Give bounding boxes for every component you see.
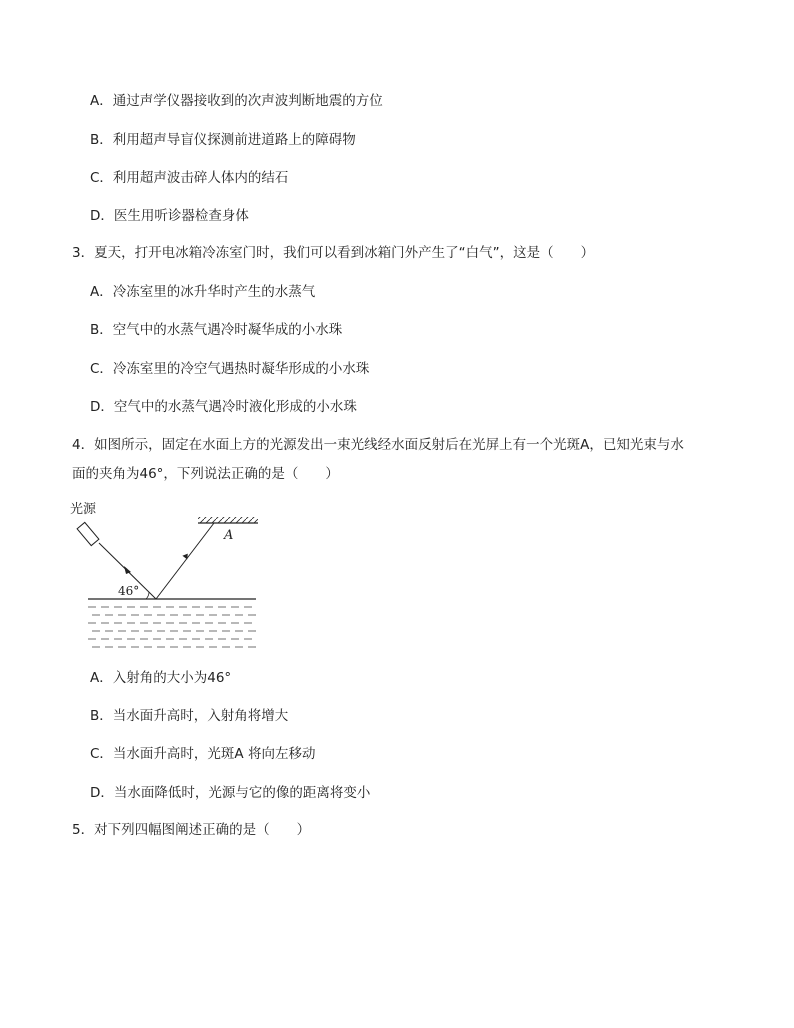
q3-option-d: D．空气中的水蒸气遇冷时液化形成的小水珠 bbox=[90, 399, 357, 415]
q4-stem-line1: 4．如图所示，固定在水面上方的光源发出一束光线经水面反射后在光屏上有一个光斑A，已知光束与水 bbox=[72, 437, 684, 453]
spot-label: A bbox=[224, 528, 234, 543]
angle-arc bbox=[146, 592, 149, 599]
q4-option-c: C．当水面升高时，光斑A 将向左移动 bbox=[90, 746, 316, 762]
q2-option-d: D．医生用听诊器检查身体 bbox=[90, 208, 249, 224]
q2-option-b: B．利用超声导盲仪探测前进道路上的障碍物 bbox=[90, 132, 356, 148]
q4-option-a: A．入射角的大小为46° bbox=[90, 670, 232, 686]
q4-option-b: B．当水面升高时，入射角将增大 bbox=[90, 708, 289, 724]
q4-stem-line2: 面的夹角为46°，下列说法正确的是（ ） bbox=[72, 466, 339, 482]
reflected-ray bbox=[156, 523, 214, 599]
q3-option-a: A．冷冻室里的冰升华时产生的水蒸气 bbox=[90, 284, 316, 300]
light-screen-hatch bbox=[198, 517, 258, 523]
q3-stem: 3．夏天，打开电冰箱冷冻室门时，我们可以看到冰箱门外产生了“白气”，这是（ ） bbox=[72, 245, 595, 261]
light-source-label: 光源 bbox=[70, 502, 97, 517]
angle-label: 46° bbox=[118, 584, 140, 598]
q2-option-a: A．通过声学仪器接收到的次声波判断地震的方位 bbox=[90, 93, 383, 109]
q3-option-c: C．冷冻室里的冷空气遇热时凝华形成的小水珠 bbox=[90, 361, 370, 377]
light-source-icon bbox=[77, 522, 99, 545]
water-body bbox=[88, 607, 256, 647]
q5-stem: 5．对下列四幅图阐述正确的是（ ） bbox=[72, 822, 311, 838]
q4-option-d: D．当水面降低时，光源与它的像的距离将变小 bbox=[90, 785, 371, 801]
q3-option-b: B．空气中的水蒸气遇冷时凝华成的小水珠 bbox=[90, 322, 343, 338]
q2-option-c: C．利用超声波击碎人体内的结石 bbox=[90, 170, 289, 186]
reflection-diagram bbox=[66, 495, 266, 655]
